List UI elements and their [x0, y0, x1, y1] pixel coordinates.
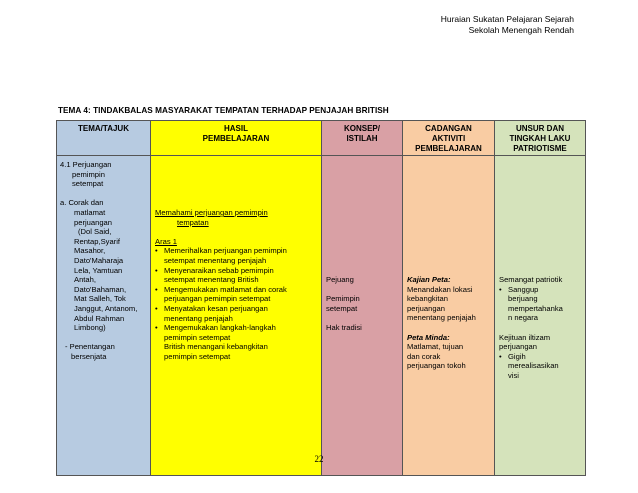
col-header-tema-label: TEMA/TAJUK [78, 124, 129, 133]
list-item [155, 323, 318, 342]
col-header-konsep-l1: KONSEP/ [343, 124, 380, 133]
activity-kajian-peta-title: Kajian Peta: [407, 275, 451, 284]
bullet-icon: • [155, 303, 158, 313]
activity-1-l2: kebangkitan [407, 294, 448, 304]
list-item [499, 352, 582, 381]
outcome-heading-l2: tempatan [177, 217, 209, 227]
value-1-item-l2: berjuang [508, 294, 538, 304]
outcome-2: Menyenaraikan sebab pemimpin [164, 265, 274, 275]
bullet-icon: • [155, 246, 158, 256]
col-header-cadangan-l1: CADANGAN [425, 124, 472, 133]
col-header-unsur-l2: TINGKAH LAKU [509, 134, 571, 143]
subtopic-b: - Penentangan [65, 342, 115, 352]
outcome-5-l2: pemimpin setempat [164, 332, 231, 342]
activity-2-l3: perjuangan tokoh [407, 361, 466, 371]
activity-2-l2: dan corak [407, 351, 441, 361]
subtopic-a-l7: Dato'Maharaja [74, 255, 124, 265]
cell-konsep [322, 156, 403, 476]
theme-title: TEMA 4: TINDAKBALAS MASYARAKAT TEMPATAN TERHADAP PENJAJAH BRITISH [58, 106, 389, 115]
concept-pemimpin: Pemimpin [326, 294, 360, 304]
header-line-2: Sekolah Menengah Rendah [468, 25, 574, 35]
page-number: 22 [314, 454, 324, 464]
outcome-2-l2: setempat menentang British [164, 275, 259, 285]
cell-unsur [495, 156, 586, 476]
value-2-item-l1: Gigih [508, 351, 526, 361]
value-2-item-l3: visi [508, 370, 519, 380]
subtopic-a-l9: Antah, [74, 275, 96, 285]
list-item [155, 285, 318, 304]
subtopic-a-l14: Limbong) [74, 323, 106, 333]
col-header-unsur-l1: UNSUR DAN [516, 124, 564, 133]
subtopic-a-l2: matlamat [74, 207, 106, 217]
header-line-1: Huraian Sukatan Pelajaran Sejarah [440, 14, 574, 24]
concept-pejuang: Pejuang [326, 275, 354, 284]
activity-peta-minda-title: Peta Minda: [407, 332, 450, 342]
col-header-hasil-l1: HASIL [224, 124, 248, 133]
value-1-item-l4: n negara [508, 313, 538, 323]
outcome-3-l2: perjuangan pemimpin setempat [164, 294, 271, 304]
table-header-row [57, 121, 586, 156]
col-header-cadangan-l3: PEMBELAJARAN [415, 144, 482, 153]
subtopic-a: a. Corak dan [60, 198, 104, 208]
col-header-hasil-l2: PEMBELAJARAN [202, 134, 270, 143]
activity-1-l3: perjuangan [407, 303, 446, 313]
cell-hasil [151, 156, 322, 476]
col-header-tema [57, 121, 151, 156]
outcome-4-l2: menentang penjajah [164, 313, 233, 323]
col-header-cadangan [403, 121, 495, 156]
list-item [155, 304, 318, 323]
value-1-item-l3: mempertahanka [508, 303, 563, 313]
value-kejituan-iltizam-l2: perjuangan [499, 342, 538, 352]
activity-2-l1: Matlamat, tujuan [407, 342, 464, 352]
outcome-1-l2: setempat menentang penjajah [164, 255, 267, 265]
bullet-icon: • [155, 284, 158, 294]
table-row [57, 156, 586, 476]
cell-cadangan [403, 156, 495, 476]
col-header-cadangan-l2: AKTIVITI [431, 134, 466, 143]
syllabus-table [56, 120, 586, 476]
value-semangat-patriotik: Semangat patriotik [499, 275, 563, 284]
subtopic-a-l4: (Dol Said, [78, 227, 112, 237]
col-header-unsur-l3: PATRIOTISME [513, 144, 567, 153]
col-header-unsur [495, 121, 586, 156]
bullet-icon: • [155, 323, 158, 333]
activity-1-l1: Menandakan lokasi [407, 284, 473, 294]
cell-tema [57, 156, 151, 476]
subtopic-a-l13: Abdul Rahman [74, 313, 125, 323]
subtopic-a-l8: Lela, Yamtuan [74, 265, 123, 275]
concept-pemimpin-l2: setempat [326, 303, 358, 313]
bullet-icon: • [155, 265, 158, 275]
topic-title-l3: setempat [72, 179, 104, 189]
value-1-item-l1: Sanggup [508, 284, 539, 294]
list-item [155, 246, 318, 265]
subtopic-a-l3: perjuangan [74, 217, 113, 227]
subtopic-b-l2: bersenjata [71, 351, 107, 361]
outcome-6-l2: pemimpin setempat [164, 351, 231, 361]
outcome-1: Memerihalkan perjuangan pemimpin [164, 246, 287, 256]
list-item [155, 342, 318, 361]
col-header-konsep-l2: ISTILAH [346, 134, 378, 143]
value-kejituan-iltizam: Kejituan iltizam [499, 332, 551, 342]
concept-hak-tradisi: Hak tradisi [326, 322, 362, 332]
outcome-heading: Memahami perjuangan pemimpin [155, 208, 268, 217]
list-item [155, 266, 318, 285]
level-label: Aras 1 [155, 236, 177, 246]
subtopic-a-l5: Rentap,Syarif [74, 236, 121, 246]
outcome-3: Mengemukakan matlamat dan corak [164, 284, 287, 294]
subtopic-a-l10: Dato'Bahaman, [74, 284, 127, 294]
bullet-icon: • [499, 284, 502, 294]
col-header-konsep [322, 121, 403, 156]
bullet-icon: • [499, 351, 502, 361]
activity-1-l4: menentang penjajah [407, 313, 476, 323]
document-header [441, 14, 574, 36]
topic-title: 4.1 Perjuangan [60, 160, 112, 169]
subtopic-a-l6: Masahor, [74, 246, 106, 256]
subtopic-a-l11: Mat Salleh, Tok [74, 294, 126, 304]
col-header-hasil [151, 121, 322, 156]
outcome-4: Menyatakan kesan perjuangan [164, 303, 268, 313]
subtopic-a-l12: Janggut, Antanom, [74, 303, 138, 313]
list-item [499, 285, 582, 323]
value-2-item-l2: merealisasikan [508, 361, 559, 371]
topic-title-l2: pemimpin [72, 169, 105, 179]
outcome-6: British menangani kebangkitan [164, 342, 268, 352]
outcome-5: Mengemukakan langkah-langkah [164, 323, 276, 333]
